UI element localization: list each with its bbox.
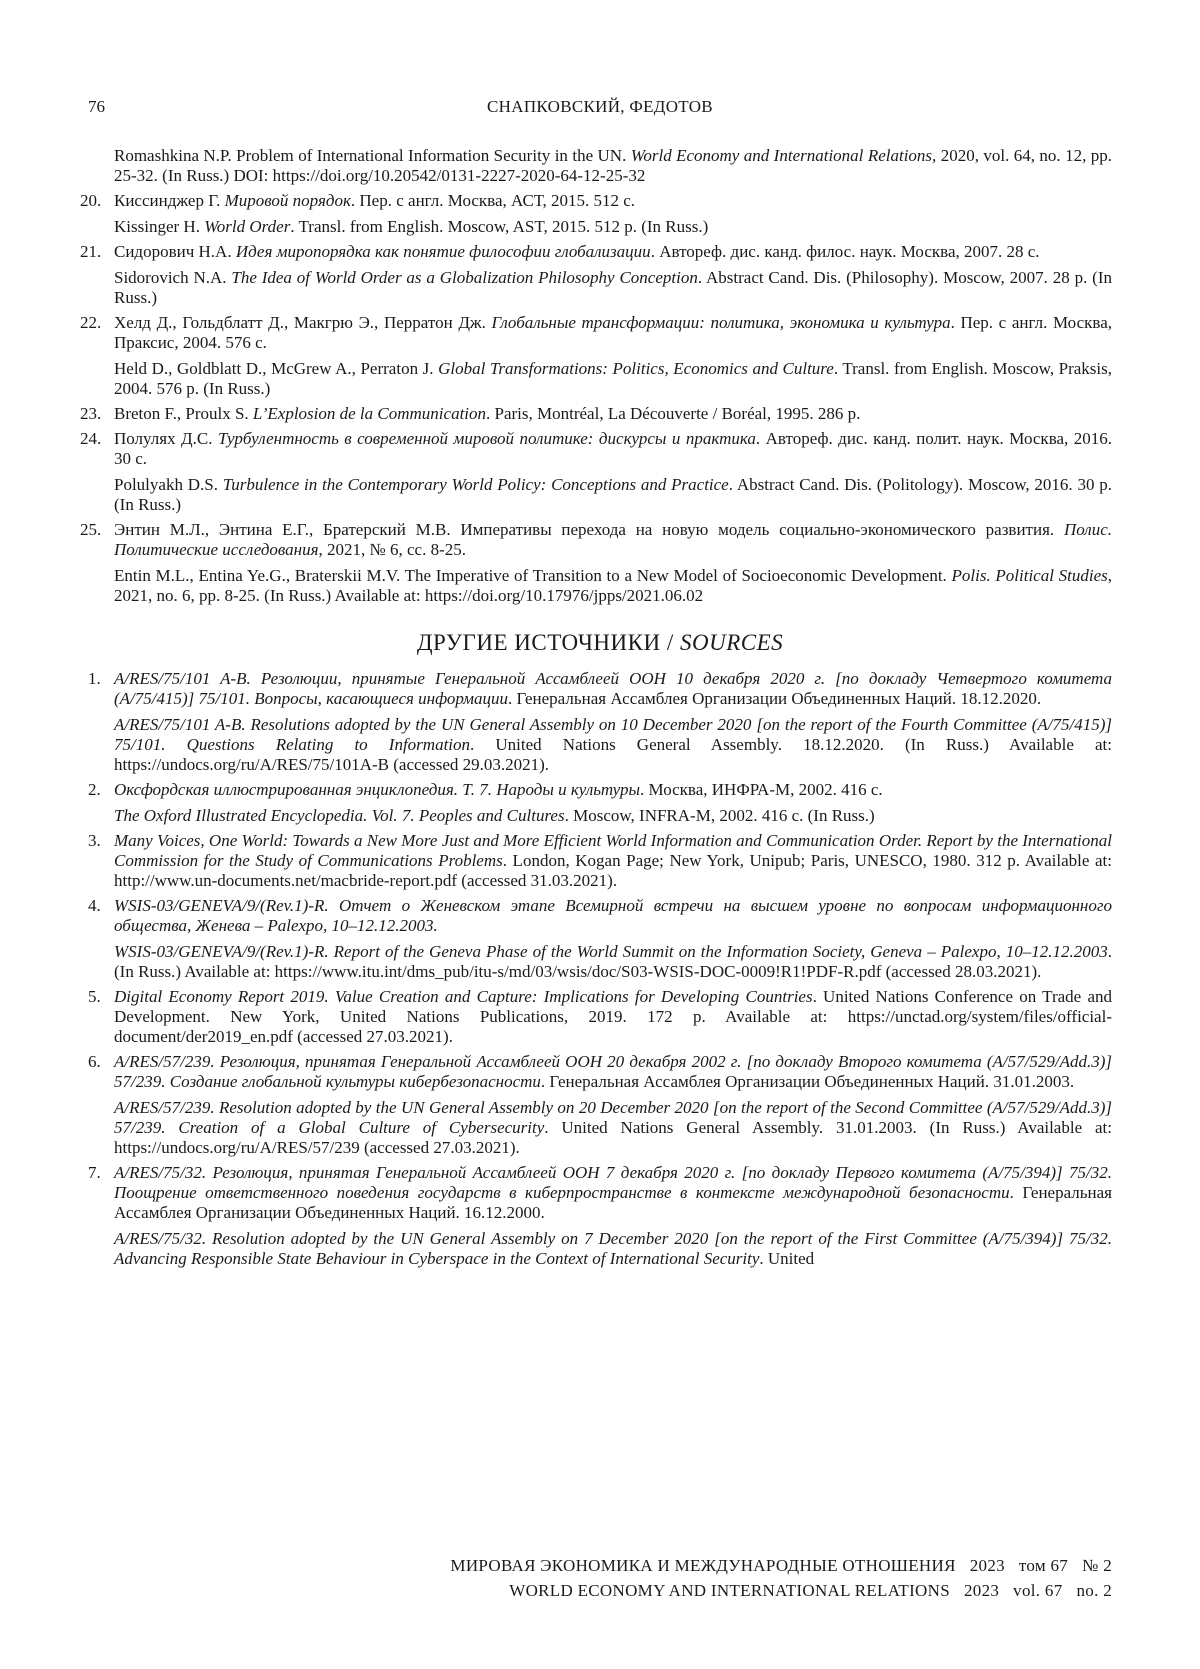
entry-number: 22. [80, 313, 102, 332]
entry-text-segment: Entin M.L., Entina Ye.G., Braterskii M.V. The Imperative of Transition to a New Model of Socioeconomic Development. [114, 566, 952, 585]
entry-text-segment: . Moscow, INFRA-M, 2002. 416 c. (In Russ.) [564, 806, 875, 825]
entry-title-italic: A/RES/75/32. Resolution adopted by the UN General Assembly on 7 December 2020 [on the report of the First Committee (A/75/394)] 75/32. Advancing Responsible State Behaviour in Cyberspace in the Context of International Security [114, 1229, 1112, 1268]
page-number: 76 [88, 97, 105, 116]
entry-text-segment: , 2021, № 6, сс. 8-25. [318, 540, 466, 559]
entry-number: 25. [80, 520, 102, 539]
entry-text-segment: . Автореф. дис. канд. полит. наук. Москва, 2016. 30 с. [114, 429, 1113, 468]
source-entry [88, 896, 1112, 982]
entry-number: 3. [88, 831, 101, 850]
page-footer [450, 1553, 1112, 1603]
entry-text-segment: Sidorovich N.A. [114, 268, 232, 287]
entry-text-segment: . Генеральная Ассамблея Организации Объединенных Наций. 18.12.2020. [507, 689, 1042, 708]
footer-issue-ru: № 2 [1082, 1556, 1112, 1575]
entry-title-italic: World Economy and International Relations [630, 146, 933, 165]
entry-text [114, 780, 1112, 800]
entry-translation [114, 566, 1112, 606]
entry-translation [114, 217, 1112, 237]
entry-text-segment: . Transl. from English. Moscow, Praksis, 2004. 576 p. (In Russ.) [114, 359, 1112, 398]
reference-entry [88, 146, 1112, 186]
source-entry [88, 987, 1112, 1047]
entry-title-italic: Глобальные трансформации: политика, экономика и культура [491, 313, 951, 332]
entry-title-italic: World Order [204, 217, 291, 236]
entry-translation [114, 359, 1112, 399]
entry-text-segment: , 2020, vol. 64, no. 12, pp. 25-32. (In Russ.) DOI: https://doi.org/10.20542/0131-2227-2020-64-12-25-32 [114, 146, 1112, 185]
entry-title-italic: WSIS-03/GENEVA/9/(Rev.1)-R. Отчет о Женевском этапе Всемирной встречи на высшем уровне по вопросам информационного общества, Женева – Palexpo, 10–12.12.2003. [114, 896, 1112, 935]
source-entry [88, 1052, 1112, 1158]
source-entry [88, 669, 1112, 775]
entry-translation [114, 715, 1112, 775]
entry-text [114, 313, 1112, 353]
entry-number: 1. [88, 669, 101, 688]
entry-title-italic: Полис. Политические исследования [114, 520, 1112, 559]
reference-entry [80, 520, 1112, 606]
entry-translation [114, 268, 1112, 308]
entry-translation [114, 942, 1112, 982]
entry-translation [114, 1229, 1112, 1269]
entry-text-segment: . Генеральная Ассамблея Организации Объединенных Наций. 31.01.2003. [540, 1072, 1075, 1091]
entry-title-italic: Many Voices, One World: Towards a New More Just and More Efficient World Information and Communication Order. Report by the International Commission for the Study of Communications Problems [114, 831, 1112, 870]
entry-text [114, 404, 1112, 424]
entry-number: 23. [80, 404, 102, 423]
reference-entry [80, 242, 1112, 308]
entry-title-italic: A/RES/75/101 A-B. Resolutions adopted by the UN General Assembly on 10 December 2020 [on the report of the Fourth Committee (A/75/415)] 75/101. Questions Relating to Information [114, 715, 1112, 754]
entry-text-segment: Romashkina N.P. Problem of International Information Security in the UN. [114, 146, 631, 165]
entry-text-segment: , 2021, no. 6, pp. 8-25. (In Russ.) Available at: https://doi.org/10.17976/jpps/2021.06.02 [114, 566, 1112, 605]
reference-entry [80, 429, 1113, 515]
entry-text-segment: . Пер. с англ. Москва, АСТ, 2015. 512 с. [350, 191, 636, 210]
entry-number: 2. [88, 780, 101, 799]
entry-number: 4. [88, 896, 101, 915]
source-entry [88, 831, 1112, 891]
entry-text [114, 1163, 1112, 1223]
entry-text-segment: Сидорович Н.А. [114, 242, 236, 261]
main-content [80, 146, 1113, 1269]
footer-journal-ru: МИРОВАЯ ЭКОНОМИКА И МЕЖДУНАРОДНЫЕ ОТНОШЕНИЯ [450, 1556, 956, 1575]
entry-text [114, 896, 1112, 936]
entry-title-italic: WSIS-03/GENEVA/9/(Rev.1)-R. Report of the Geneva Phase of the World Summit on the Information Society, Geneva – Palexpo, 10–12.12.2003 [114, 942, 1108, 961]
source-entry [88, 780, 1112, 826]
entry-title-italic: Турбулентность в современной мировой политике: дискурсы и практика [217, 429, 756, 448]
entry-text-segment: Полулях Д.С. [114, 429, 218, 448]
entry-text [114, 146, 1112, 186]
entry-title-italic: Digital Economy Report 2019. Value Creation and Capture: Implications for Developing Countries [114, 987, 813, 1006]
section-title-italic: SOURCES [679, 630, 784, 655]
entry-title-italic: The Idea of World Order as a Globalization Philosophy Conception [231, 268, 698, 287]
reference-list [80, 146, 1113, 606]
entry-text-segment: Held D., Goldblatt D., McGrew A., Perraton J. [114, 359, 439, 378]
entry-title-italic: A/RES/57/239. Resolution adopted by the UN General Assembly on 20 December 2020 [on the report of the Second Committee (A/57/529/Add.3)] 57/239. Creation of a Global Culture of Cybersecurity [114, 1098, 1112, 1137]
entry-text-segment: . Paris, Montréal, La Découverte / Boréal, 1995. 286 p. [486, 404, 861, 423]
footer-line-en [450, 1578, 1112, 1603]
entry-text-segment: . Москва, ИНФРА-М, 2002. 416 с. [640, 780, 883, 799]
entry-text-segment: Polulyakh D.S. [114, 475, 223, 494]
entry-text-segment: . United Nations Conference on Trade and Development. New York, United Nations Publications, 2019. 172 p. Available at: https://unctad.org/system/files/official-document/der2019_en.pdf (accessed 27.03.2021). [114, 987, 1112, 1046]
entry-text-segment: . Автореф. дис. канд. филос. наук. Москва, 2007. 28 с. [650, 242, 1040, 261]
entry-title-italic: L’Explosion de la Communication [252, 404, 487, 423]
entry-text [114, 429, 1112, 469]
entry-text-segment: . United [759, 1249, 815, 1268]
entry-translation [114, 475, 1112, 515]
running-title: СНАПКОВСКИЙ, ФЕДОТОВ [487, 97, 713, 116]
entry-text [114, 1052, 1112, 1092]
entry-text-segment: . (In Russ.) Available at: https://www.itu.int/dms_pub/itu-s/md/03/wsis/doc/S03-WSIS-DOC-0009!R1!PDF-R.pdf (accessed 28.03.2021). [114, 942, 1112, 981]
entry-text-segment: . Transl. from English. Moscow, AST, 2015. 512 p. (In Russ.) [290, 217, 709, 236]
entry-text-segment: Хелд Д., Гольдблатт Д., Макгрю Э., Перратон Дж. [114, 313, 492, 332]
entry-text-segment: . Abstract Cand. Dis. (Philosophy). Moscow, 2007. 28 p. (In Russ.) [114, 268, 1112, 307]
page-header [88, 94, 1112, 120]
entry-title-italic: Оксфордская иллюстрированная энциклопедия. Т. 7. Народы и культуры [114, 780, 641, 799]
footer-year-en: 2023 [963, 1581, 1000, 1600]
reference-entry [80, 313, 1112, 399]
entry-text-segment: . United Nations General Assembly. 31.01.2003. (In Russ.) Available at: https://undocs.org/ru/A/RES/57/239 (accessed 27.03.2021). [114, 1118, 1112, 1157]
entry-text [114, 191, 1112, 211]
source-entry [88, 1163, 1112, 1269]
entry-translation [114, 806, 1112, 826]
entry-text-segment: . Генеральная Ассамблея Организации Объединенных Наций. 16.12.2000. [114, 1183, 1112, 1222]
entry-number: 20. [80, 191, 102, 210]
entry-text-segment: . London, Kogan Page; New York, Unipub; Paris, UNESCO, 1980. 312 p. Available at: http://www.un-documents.net/macbride-report.pdf (accessed 31.03.2021). [114, 851, 1112, 890]
entry-number: 6. [88, 1052, 101, 1071]
entry-title-italic: Global Transformations: Politics, Economics and Culture [438, 359, 834, 378]
entry-title-italic: A/RES/75/101 A-B. Резолюции, принятые Генеральной Ассамблеей ООН 10 декабря 2020 г. [по докладу Четвертого комитета (A/75/415)] 75/101. Вопросы, касающиеся информации [114, 669, 1112, 708]
entry-text-segment: . Abstract Cand. Dis. (Politology). Moscow, 2016. 30 p. (In Russ.) [114, 475, 1112, 514]
entry-text [114, 987, 1112, 1047]
entry-title-italic: Мировой порядок [224, 191, 351, 210]
entry-number: 21. [80, 242, 102, 261]
section-title-text: ДРУГИЕ ИСТОЧНИКИ / [416, 630, 680, 655]
footer-year-ru: 2023 [969, 1556, 1005, 1575]
entry-text-segment: Энтин М.Л., Энтина Е.Г., Братерский М.В. Императивы перехода на новую модель социально-экономического развития. [114, 520, 1064, 539]
entry-text [114, 242, 1112, 262]
entry-text-segment: Kissinger H. [114, 217, 205, 236]
entry-text-segment: . Пер. с англ. Москва, Праксис, 2004. 576 с. [114, 313, 1112, 352]
section-title [88, 629, 1112, 657]
entry-text [114, 669, 1112, 709]
entry-text [114, 831, 1112, 891]
entry-title-italic: Turbulence in the Contemporary World Policy: Conceptions and Practice [222, 475, 729, 494]
footer-volume-en: vol. 67 [1013, 1581, 1063, 1600]
footer-journal-en: WORLD ECONOMY AND INTERNATIONAL RELATIONS [509, 1581, 950, 1600]
entry-title-italic: Идея миропорядка как понятие философии глобализации [235, 242, 651, 261]
reference-entry [80, 191, 1112, 237]
entry-title-italic: A/RES/57/239. Резолюция, принятая Генеральной Ассамблеей ООН 20 декабря 2002 г. [по докладу Второго комитета (A/57/529/Add.3)] 57/239. Создание глобальной культуры кибербезопасности [114, 1052, 1112, 1091]
sources-list [88, 669, 1112, 1269]
footer-line-ru [450, 1553, 1112, 1578]
entry-text-segment: Breton F., Proulx S. [114, 404, 253, 423]
entry-text-segment: Киссинджер Г. [114, 191, 225, 210]
reference-entry [80, 404, 1112, 424]
entry-number: 7. [88, 1163, 101, 1182]
entry-title-italic: Polis. Political Studies [951, 566, 1108, 585]
entry-translation [114, 1098, 1112, 1158]
entry-title-italic: The Oxford Illustrated Encyclopedia. Vol. 7. Peoples and Cultures [114, 806, 565, 825]
entry-number: 24. [80, 429, 102, 448]
entry-text [114, 520, 1112, 560]
footer-issue-en: no. 2 [1076, 1581, 1112, 1600]
entry-title-italic: A/RES/75/32. Резолюция, принятая Генеральной Ассамблеей ООН 7 декабря 2020 г. [по докладу Первого комитета (A/75/394)] 75/32. Поощрение ответственного поведения государств в киберпространстве в контексте международной безопасности [114, 1163, 1112, 1202]
entry-number: 5. [88, 987, 101, 1006]
footer-volume-ru: том 67 [1018, 1556, 1069, 1575]
entry-text-segment: . United Nations General Assembly. 18.12.2020. (In Russ.) Available at: https://undocs.org/ru/A/RES/75/101A-B (accessed 29.03.2021). [114, 735, 1112, 774]
